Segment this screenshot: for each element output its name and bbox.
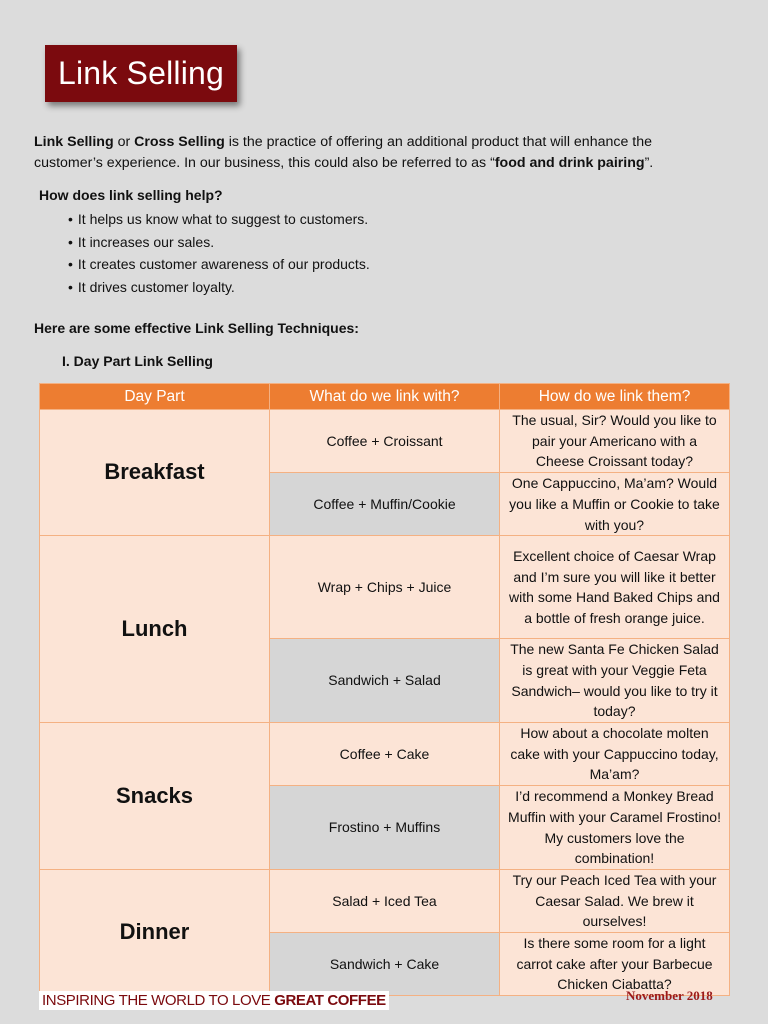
techniques-heading: Here are some effective Link Selling Techniques: [34, 320, 359, 336]
table-row [40, 723, 730, 786]
link-cell: Sandwich + Salad [270, 639, 500, 723]
benefit-item: • It creates customer awareness of our products. [68, 253, 370, 276]
term-cross-selling: Cross Selling [134, 134, 225, 150]
link-cell: Coffee + Cake [270, 723, 500, 786]
slogan-text: INSPIRING THE WORLD TO LOVE [42, 992, 275, 1009]
day-part-breakfast: Breakfast [40, 410, 270, 536]
how-cell: The usual, Sir? Would you like to pair your Americano with a Cheese Croissant today? [500, 410, 730, 473]
table-row [40, 536, 730, 639]
day-part-lunch: Lunch [40, 536, 270, 723]
brand-slogan-logo [39, 991, 389, 1010]
table-row [40, 410, 730, 473]
benefit-item: • It drives customer loyalty. [68, 276, 370, 299]
day-part-table [39, 383, 730, 996]
intro-paragraph [34, 132, 724, 174]
link-cell: Salad + Iced Tea [270, 869, 500, 932]
how-cell: I’d recommend a Monkey Bread Muffin with your Caramel Frostino! My customers love the combination! [500, 786, 730, 870]
how-cell: One Cappuccino, Ma’am? Would you like a Muffin or Cookie to take with you? [500, 473, 730, 536]
how-cell: Try our Peach Iced Tea with your Caesar Salad. We brew it ourselves! [500, 869, 730, 932]
page-title: Link Selling [45, 45, 237, 102]
link-cell: Sandwich + Cake [270, 933, 500, 996]
header-link-with: What do we link with? [270, 384, 500, 410]
how-cell: Excellent choice of Caesar Wrap and I’m sure you will like it better with some Hand Baked Chips and a bottle of fresh orange juice. [500, 536, 730, 639]
header-how-link: How do we link them? [500, 384, 730, 410]
link-cell: Coffee + Croissant [270, 410, 500, 473]
header-day-part: Day Part [40, 384, 270, 410]
how-cell: Is there some room for a light carrot cake after your Barbecue Chicken Ciabatta? [500, 933, 730, 996]
link-cell: Frostino + Muffins [270, 786, 500, 870]
intro-or: or [113, 134, 135, 150]
benefit-item: • It increases our sales. [68, 231, 370, 254]
day-part-snacks: Snacks [40, 723, 270, 870]
term-link-selling: Link Selling [34, 134, 114, 150]
benefits-list [68, 208, 370, 298]
table-header-row [40, 384, 730, 410]
intro-text-1: is the practice of offering an additional product that will enhance the customer’s experience. In our business, this could also be referred to as “ [34, 134, 653, 171]
table-row [40, 869, 730, 932]
document-date: November 2018 [626, 988, 713, 1003]
help-heading: How does link selling help? [39, 187, 223, 203]
section-heading: I. Day Part Link Selling [62, 353, 213, 369]
term-food-drink-pairing: food and drink pairing [494, 155, 645, 171]
intro-text-2: ”. [644, 155, 654, 171]
slogan-bold-text: GREAT COFFEE [274, 992, 386, 1009]
how-cell: The new Santa Fe Chicken Salad is great with your Veggie Feta Sandwich– would you like to try it today? [500, 639, 730, 723]
benefit-item: • It helps us know what to suggest to customers. [68, 208, 370, 231]
link-cell: Wrap + Chips + Juice [270, 536, 500, 639]
how-cell: How about a chocolate molten cake with your Cappuccino today, Ma’am? [500, 723, 730, 786]
link-cell: Coffee + Muffin/Cookie [270, 473, 500, 536]
day-part-dinner: Dinner [40, 869, 270, 995]
